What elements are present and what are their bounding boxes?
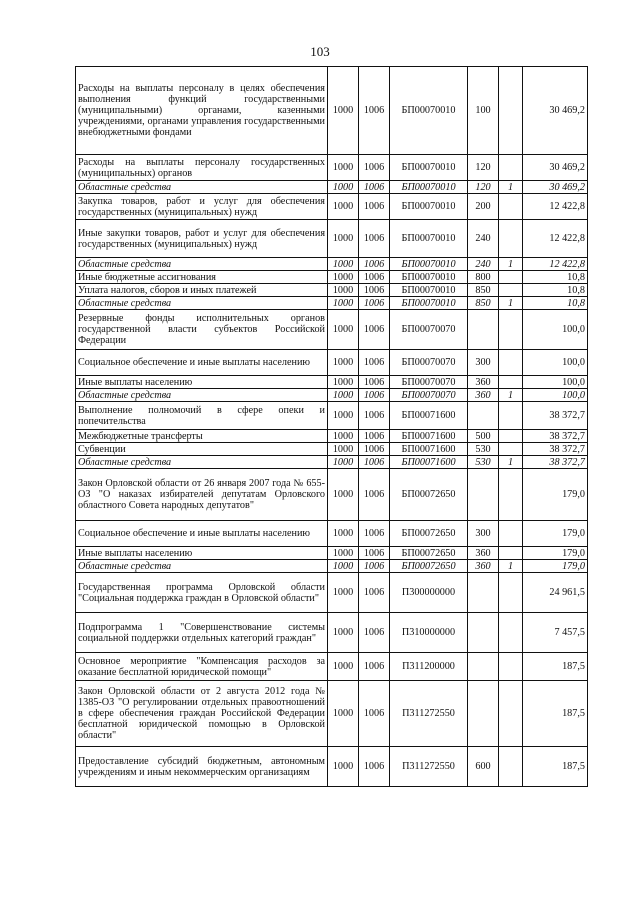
row-target-article: БП00071600 — [390, 402, 468, 430]
row-funding-source — [499, 469, 523, 521]
table-row — [76, 310, 588, 350]
row-expense-type: 360 — [468, 547, 499, 560]
row-funding-source — [499, 271, 523, 284]
row-funding-source — [499, 67, 523, 155]
row-funding-source: 1 — [499, 389, 523, 402]
row-subsection: 1006 — [359, 194, 390, 220]
row-subsection: 1006 — [359, 220, 390, 258]
row-expense-type: 120 — [468, 181, 499, 194]
table-row — [76, 653, 588, 681]
row-subsection: 1006 — [359, 560, 390, 573]
row-subsection: 1006 — [359, 547, 390, 560]
row-target-article: БП00070070 — [390, 389, 468, 402]
row-funding-source — [499, 547, 523, 560]
page-number: 103 — [310, 44, 330, 59]
row-subsection: 1006 — [359, 67, 390, 155]
row-subsection: 1006 — [359, 258, 390, 271]
row-expense-type — [468, 653, 499, 681]
row-amount: 187,5 — [523, 653, 588, 681]
row-name: Основное мероприятие "Компенсация расходов за оказание бесплатной юридической помощи" — [76, 653, 328, 681]
row-funding-source — [499, 521, 523, 547]
row-name: Иные закупки товаров, работ и услуг для обеспечения государственных (муниципальных) нужд — [76, 220, 328, 258]
row-funding-source: 1 — [499, 181, 523, 194]
row-amount: 100,0 — [523, 310, 588, 350]
table-row — [76, 613, 588, 653]
row-amount: 12 422,8 — [523, 258, 588, 271]
table-row — [76, 155, 588, 181]
table-body — [76, 67, 588, 787]
row-expense-type: 530 — [468, 456, 499, 469]
row-amount: 187,5 — [523, 681, 588, 747]
row-section: 1000 — [328, 297, 359, 310]
row-target-article: БП00071600 — [390, 443, 468, 456]
row-target-article: БП00070010 — [390, 181, 468, 194]
row-funding-source — [499, 310, 523, 350]
row-amount: 24 961,5 — [523, 573, 588, 613]
row-name: Иные бюджетные ассигнования — [76, 271, 328, 284]
row-section: 1000 — [328, 181, 359, 194]
row-target-article: БП00070070 — [390, 350, 468, 376]
row-expense-type: 850 — [468, 284, 499, 297]
table-row — [76, 194, 588, 220]
row-target-article: БП00071600 — [390, 430, 468, 443]
row-amount: 100,0 — [523, 389, 588, 402]
row-target-article: П300000000 — [390, 573, 468, 613]
budget-table — [75, 66, 588, 787]
row-name: Областные средства — [76, 389, 328, 402]
table-row — [76, 560, 588, 573]
row-expense-type: 240 — [468, 220, 499, 258]
row-amount: 12 422,8 — [523, 194, 588, 220]
row-section: 1000 — [328, 547, 359, 560]
row-expense-type: 300 — [468, 521, 499, 547]
row-section: 1000 — [328, 350, 359, 376]
row-expense-type — [468, 681, 499, 747]
row-target-article: П311272550 — [390, 747, 468, 787]
row-section: 1000 — [328, 456, 359, 469]
row-amount: 179,0 — [523, 521, 588, 547]
table-row — [76, 430, 588, 443]
row-name: Уплата налогов, сборов и иных платежей — [76, 284, 328, 297]
row-section: 1000 — [328, 310, 359, 350]
row-subsection: 1006 — [359, 181, 390, 194]
row-subsection: 1006 — [359, 350, 390, 376]
row-amount: 38 372,7 — [523, 430, 588, 443]
row-expense-type: 360 — [468, 376, 499, 389]
row-amount: 100,0 — [523, 376, 588, 389]
row-subsection: 1006 — [359, 681, 390, 747]
table-row — [76, 67, 588, 155]
row-amount: 179,0 — [523, 560, 588, 573]
row-expense-type — [468, 573, 499, 613]
row-funding-source — [499, 376, 523, 389]
row-target-article: БП00070010 — [390, 297, 468, 310]
row-section: 1000 — [328, 220, 359, 258]
row-expense-type: 360 — [468, 560, 499, 573]
row-name: Закупка товаров, работ и услуг для обеспечения государственных (муниципальных) нужд — [76, 194, 328, 220]
row-name: Закон Орловской области от 26 января 2007 года № 655-ОЗ "О наказах избирателей депутатам Орловского областного Совета народных депутатов" — [76, 469, 328, 521]
row-section: 1000 — [328, 560, 359, 573]
table-row — [76, 220, 588, 258]
row-subsection: 1006 — [359, 402, 390, 430]
row-target-article: БП00070070 — [390, 310, 468, 350]
row-expense-type: 200 — [468, 194, 499, 220]
row-section: 1000 — [328, 681, 359, 747]
table-row — [76, 469, 588, 521]
row-expense-type — [468, 469, 499, 521]
table-row — [76, 258, 588, 271]
row-amount: 38 372,7 — [523, 443, 588, 456]
row-target-article: БП00072650 — [390, 469, 468, 521]
row-amount: 10,8 — [523, 271, 588, 284]
row-funding-source — [499, 220, 523, 258]
row-name: Социальное обеспечение и иные выплаты населению — [76, 521, 328, 547]
table-row — [76, 271, 588, 284]
row-subsection: 1006 — [359, 521, 390, 547]
row-expense-type: 360 — [468, 389, 499, 402]
table-row — [76, 402, 588, 430]
table-row — [76, 681, 588, 747]
row-name: Расходы на выплаты персоналу государственных (муниципальных) органов — [76, 155, 328, 181]
row-expense-type — [468, 613, 499, 653]
row-target-article: П311200000 — [390, 653, 468, 681]
row-target-article: БП00070010 — [390, 220, 468, 258]
row-target-article: БП00072650 — [390, 521, 468, 547]
row-expense-type: 500 — [468, 430, 499, 443]
row-subsection: 1006 — [359, 310, 390, 350]
row-target-article: БП00072650 — [390, 560, 468, 573]
row-name: Закон Орловской области от 2 августа 2012 года № 1385-ОЗ "О регулировании отдельных правоотношений в сфере обеспечения граждан Российской Федерации бесплатной юридической помощью в Орловской области" — [76, 681, 328, 747]
row-name: Иные выплаты населению — [76, 547, 328, 560]
row-subsection: 1006 — [359, 469, 390, 521]
row-section: 1000 — [328, 194, 359, 220]
row-name: Социальное обеспечение и иные выплаты населению — [76, 350, 328, 376]
table-row — [76, 389, 588, 402]
row-section: 1000 — [328, 402, 359, 430]
row-subsection: 1006 — [359, 613, 390, 653]
table-row — [76, 284, 588, 297]
row-name: Областные средства — [76, 258, 328, 271]
row-section: 1000 — [328, 284, 359, 297]
row-name: Подпрограмма 1 "Совершенствование системы социальной поддержки отдельных категорий граждан" — [76, 613, 328, 653]
row-expense-type — [468, 310, 499, 350]
row-subsection: 1006 — [359, 653, 390, 681]
row-section: 1000 — [328, 653, 359, 681]
row-subsection: 1006 — [359, 271, 390, 284]
row-name: Субвенции — [76, 443, 328, 456]
table-row — [76, 376, 588, 389]
row-amount: 187,5 — [523, 747, 588, 787]
row-amount: 10,8 — [523, 284, 588, 297]
row-section: 1000 — [328, 521, 359, 547]
row-section: 1000 — [328, 573, 359, 613]
row-expense-type: 240 — [468, 258, 499, 271]
row-subsection: 1006 — [359, 376, 390, 389]
row-funding-source — [499, 194, 523, 220]
row-target-article: П311272550 — [390, 681, 468, 747]
row-name: Выполнение полномочий в сфере опеки и попечительства — [76, 402, 328, 430]
table-row — [76, 350, 588, 376]
row-funding-source — [499, 155, 523, 181]
row-name: Областные средства — [76, 297, 328, 310]
row-target-article: П310000000 — [390, 613, 468, 653]
row-amount: 10,8 — [523, 297, 588, 310]
row-subsection: 1006 — [359, 456, 390, 469]
row-target-article: БП00070010 — [390, 258, 468, 271]
row-subsection: 1006 — [359, 747, 390, 787]
row-name: Предоставление субсидий бюджетным, автономным учреждениям и иным некоммерческим организациям — [76, 747, 328, 787]
row-section: 1000 — [328, 430, 359, 443]
table-row — [76, 747, 588, 787]
row-amount: 7 457,5 — [523, 613, 588, 653]
row-target-article: БП00070070 — [390, 376, 468, 389]
row-target-article: БП00070010 — [390, 155, 468, 181]
row-section: 1000 — [328, 376, 359, 389]
row-funding-source: 1 — [499, 258, 523, 271]
row-name: Расходы на выплаты персоналу в целях обеспечения выполнения функций государственными (муниципальными) органами, казенными учреждениями, органами управления государственными внебюджетными фондами — [76, 67, 328, 155]
row-subsection: 1006 — [359, 443, 390, 456]
row-name: Межбюджетные трансферты — [76, 430, 328, 443]
row-funding-source — [499, 430, 523, 443]
row-amount: 179,0 — [523, 547, 588, 560]
row-expense-type: 300 — [468, 350, 499, 376]
row-subsection: 1006 — [359, 155, 390, 181]
row-name: Областные средства — [76, 456, 328, 469]
table-row — [76, 181, 588, 194]
table-row — [76, 547, 588, 560]
row-amount: 12 422,8 — [523, 220, 588, 258]
row-expense-type: 530 — [468, 443, 499, 456]
row-subsection: 1006 — [359, 389, 390, 402]
row-amount: 38 372,7 — [523, 402, 588, 430]
row-section: 1000 — [328, 258, 359, 271]
row-target-article: БП00070010 — [390, 194, 468, 220]
row-target-article: БП00070010 — [390, 284, 468, 297]
row-funding-source: 1 — [499, 297, 523, 310]
row-funding-source — [499, 653, 523, 681]
row-expense-type — [468, 402, 499, 430]
row-name: Областные средства — [76, 560, 328, 573]
row-section: 1000 — [328, 67, 359, 155]
table-row — [76, 443, 588, 456]
row-subsection: 1006 — [359, 430, 390, 443]
row-amount: 179,0 — [523, 469, 588, 521]
row-name: Государственная программа Орловской области "Социальная поддержка граждан в Орловской области" — [76, 573, 328, 613]
table-row — [76, 573, 588, 613]
row-name: Областные средства — [76, 181, 328, 194]
row-target-article: БП00070010 — [390, 67, 468, 155]
table-row — [76, 456, 588, 469]
row-funding-source — [499, 284, 523, 297]
row-section: 1000 — [328, 469, 359, 521]
row-section: 1000 — [328, 613, 359, 653]
row-funding-source — [499, 573, 523, 613]
row-amount: 30 469,2 — [523, 67, 588, 155]
row-section: 1000 — [328, 389, 359, 402]
table-row — [76, 521, 588, 547]
row-expense-type: 100 — [468, 67, 499, 155]
row-subsection: 1006 — [359, 284, 390, 297]
row-name: Резервные фонды исполнительных органов государственной власти субъектов Российской Федерации — [76, 310, 328, 350]
row-funding-source: 1 — [499, 456, 523, 469]
row-expense-type: 800 — [468, 271, 499, 284]
row-amount: 30 469,2 — [523, 181, 588, 194]
row-funding-source — [499, 443, 523, 456]
row-name: Иные выплаты населению — [76, 376, 328, 389]
row-amount: 38 372,7 — [523, 456, 588, 469]
row-section: 1000 — [328, 155, 359, 181]
row-section: 1000 — [328, 271, 359, 284]
row-target-article: БП00072650 — [390, 547, 468, 560]
row-amount: 100,0 — [523, 350, 588, 376]
row-funding-source — [499, 350, 523, 376]
row-funding-source — [499, 402, 523, 430]
row-funding-source — [499, 681, 523, 747]
row-funding-source: 1 — [499, 560, 523, 573]
table-row — [76, 297, 588, 310]
row-expense-type: 120 — [468, 155, 499, 181]
row-amount: 30 469,2 — [523, 155, 588, 181]
row-section: 1000 — [328, 747, 359, 787]
row-target-article: БП00071600 — [390, 456, 468, 469]
row-target-article: БП00070010 — [390, 271, 468, 284]
row-subsection: 1006 — [359, 573, 390, 613]
row-subsection: 1006 — [359, 297, 390, 310]
row-expense-type: 600 — [468, 747, 499, 787]
row-section: 1000 — [328, 443, 359, 456]
row-funding-source — [499, 747, 523, 787]
row-expense-type: 850 — [468, 297, 499, 310]
row-funding-source — [499, 613, 523, 653]
